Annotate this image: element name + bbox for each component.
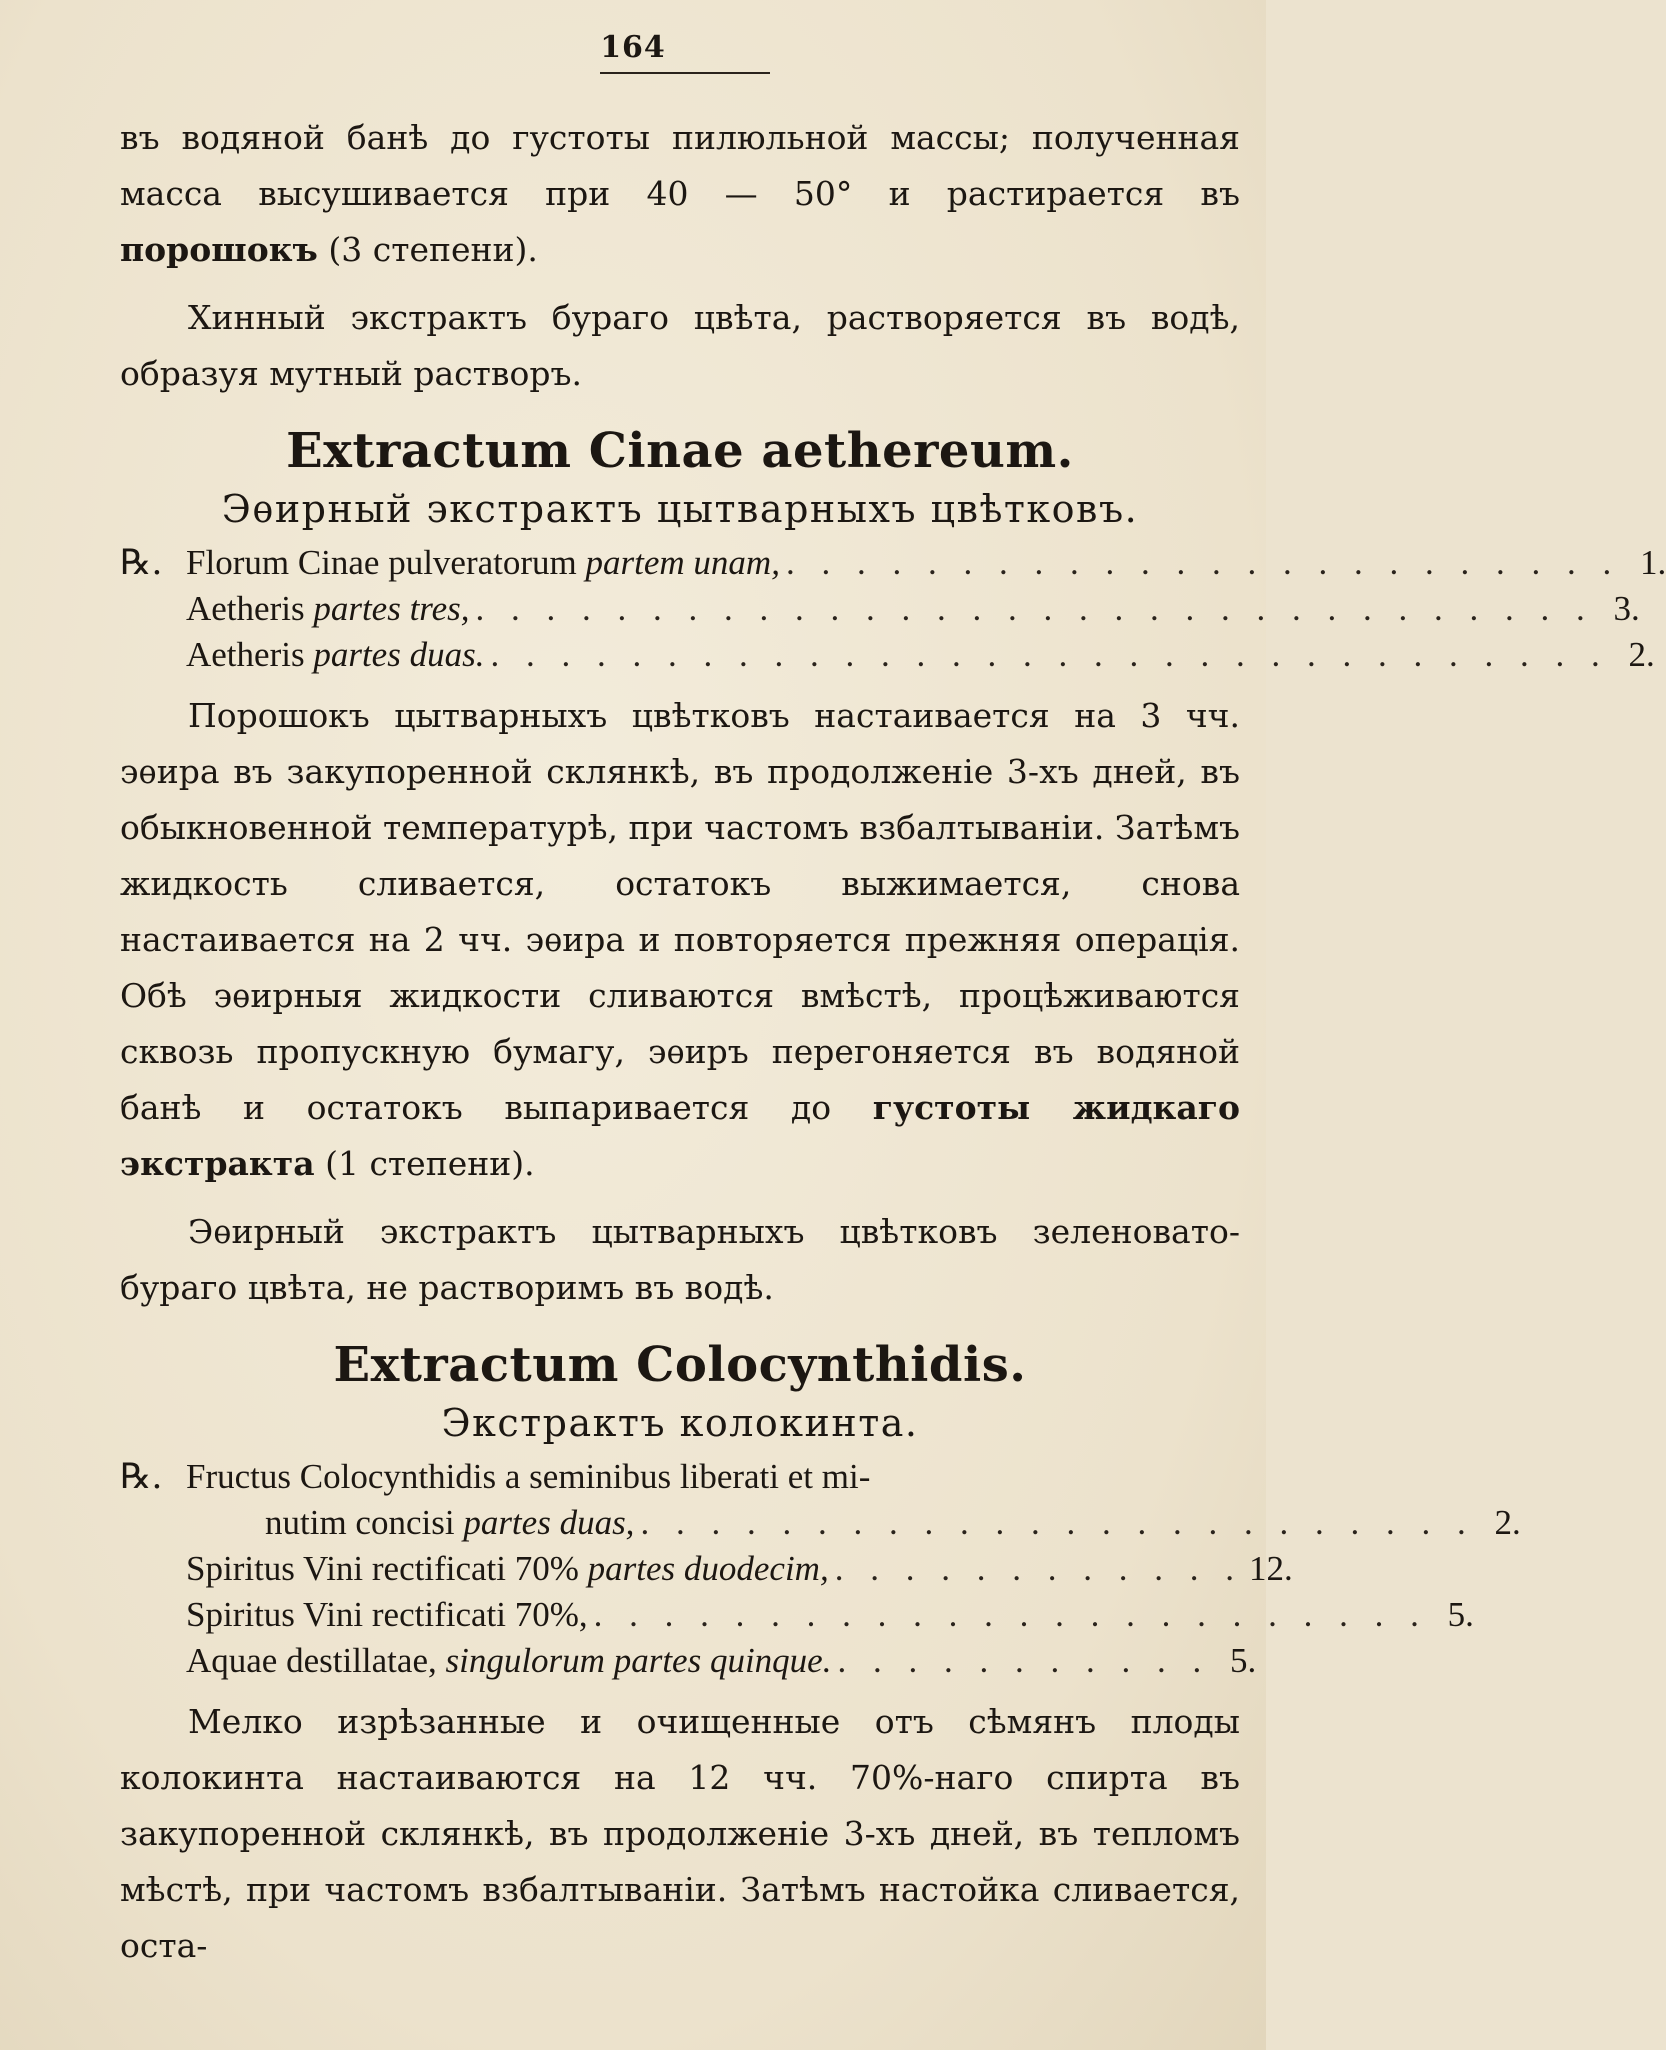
ingredient: nutim concisi partes duas, [265,1503,635,1542]
section1-russian-title: Эѳирный экстрактъ цытварныхъ цвѣтковъ. [221,487,1139,531]
quantity: 2. [1628,635,1655,674]
quantity: 1. [1639,543,1666,582]
bold-term: густоты жидкаго экстракта [120,1088,1241,1183]
rx-symbol: ℞. [120,1457,163,1497]
recipe-line [120,1546,1293,1592]
section2-recipe [120,1454,1521,1684]
page-header [0,30,1266,65]
quantity: 2. [1494,1503,1521,1542]
recipe-line [120,1592,1474,1638]
recipe-line [120,632,1655,678]
recipe-line [120,1454,1240,1500]
ingredient: Aetheris partes tres, [186,589,470,628]
quantity: 3. [1613,589,1640,628]
intro-paragraph-2: Хинный экстрактъ бураго цвѣта, растворяется въ водѣ, образуя мутный растворъ. [120,298,1240,393]
ingredient: Aetheris partes duas. [186,635,485,674]
section2-russian-title: Экстрактъ колокинта. [441,1401,919,1445]
recipe-line [120,586,1640,632]
section1-latin-title: Extractum Cinae aethereum. [286,423,1074,479]
section2-paragraph-1: Мелко изрѣзанные и очищенные отъ сѣмянъ плоды колокинта настаиваются на 12 чч. 70%-наго спирта въ закупоренной склянкѣ, въ продолженіе 3-хъ дней, въ тепломъ мѣстѣ, при частомъ взбалтываніи. Затѣмъ настойка сливается, оста- [120,1702,1240,1965]
section2-latin-title: Extractum Colocynthidis. [333,1337,1027,1393]
recipe-line [120,1500,1521,1546]
ingredient: Spiritus Vini rectificati 70% partes duodecim, [186,1549,829,1588]
recipe-line [120,1638,1257,1684]
leader-dots: . . . . . . . . . . . . [834,1549,1243,1588]
section1-recipe [120,540,1666,678]
leader-dots: . . . . . . . . . . . [837,1641,1211,1680]
intro-paragraph-1: въ водяной банѣ до густоты пилюльной массы; полученная масса высушивается при 40 — 50° и растирается въ порошокъ (3 степени). [120,118,1240,269]
quantity: 5. [1447,1595,1474,1634]
ingredient: Florum Cinae pulveratorum partem unam, [186,543,780,582]
rx-symbol: ℞. [120,543,163,583]
leader-dots: . . . . . . . . . . . . . . . . . . . . . . . . . . . . . . . . [490,635,1609,674]
page-body [120,110,1666,1974]
section1-paragraph-2: Эѳирный экстрактъ цытварныхъ цвѣтковъ зеленовато-бураго цвѣта, не растворимъ въ водѣ. [120,1212,1240,1307]
leader-dots: . . . . . . . . . . . . . . . . . . . . . . . . [640,1503,1475,1542]
recipe-line [120,540,1666,586]
bold-term: порошокъ [120,230,318,269]
quantity: 12. [1248,1549,1293,1588]
section1-paragraph-1: Порошокъ цытварныхъ цвѣтковъ настаивается на 3 чч. эѳира въ закупоренной склянкѣ, въ продолженіе 3-хъ дней, въ обыкновенной температурѣ, при частомъ взбалтываніи. Затѣмъ жидкость сливается, остатокъ выжимается, снова настаивается на 2 чч. эѳира и повторяется прежняя операція. Обѣ эѳирныя жидкости сливаются вмѣстѣ, процѣживаются сквозь пропускную бумагу, эѳиръ перегоняется въ водяной банѣ и остатокъ выпаривается до густоты жидкаго экстракта (1 степени). [120,696,1241,1183]
leader-dots: . . . . . . . . . . . . . . . . . . . . . . . . [593,1595,1428,1634]
ingredient: Aquae destillatae, singulorum partes quinque. [186,1641,832,1680]
leader-dots: . . . . . . . . . . . . . . . . . . . . . . . . [785,543,1621,582]
ingredient: Fructus Colocynthidis a seminibus liberati et mi- [186,1457,871,1496]
page-number: 164 [600,30,666,65]
header-rule [600,72,770,74]
quantity: 5. [1229,1641,1257,1680]
leader-dots: . . . . . . . . . . . . . . . . . . . . . . . . . . . . . . . . [475,589,1594,628]
ingredient: Spiritus Vini rectificati 70%, [186,1595,588,1634]
